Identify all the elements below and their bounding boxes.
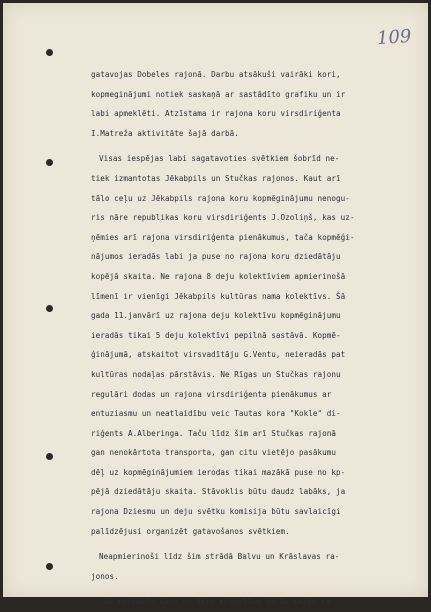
text-line: gada 11.janvārī uz rajona deju kolektīvu kopmēginājumu	[91, 311, 341, 321]
text-line: dēļ uz kopmēginājumiem ierodas tikai mazākā puse no kp-	[91, 467, 346, 477]
text-line: jonos.	[91, 571, 119, 581]
document-page	[3, 3, 428, 607]
punch-hole-icon	[46, 563, 53, 570]
text-line: I.Matreža aktivitāte šajā darbā.	[91, 128, 239, 138]
text-line: tālo ceļu uz Jēkabpils rajona koru kopmēginājumu nenogu-	[91, 193, 350, 203]
text-line: entuziasmu un neatlaidību veic Tautas kora "Kokle" di-	[91, 409, 341, 419]
text-line: gan nenokārtota transporta, gan citu vietējo pasākumu	[91, 448, 336, 458]
text-line: nājumos ieradās labi ja puse no rajona koru dziedātāju	[91, 252, 341, 262]
punch-hole-icon	[46, 49, 53, 56]
text-line: riģents A.Alberinga. Taču līdz šim arī Stučkas rajonā	[91, 428, 336, 438]
text-line: ieradās tikai 5 deju kolektīvi pepilnā sastāvā. Kopmē-	[91, 330, 341, 340]
punch-hole-icon	[46, 305, 53, 312]
text-line: regulāri dodas un rajona virsdiriģenta pienākumus ar	[91, 389, 332, 399]
text-line: pējā dziedātāju skaita. Stāvoklis būtu daudz labāks, ja	[91, 487, 346, 497]
text-line: kultūras nodaļas pārstāvis. Ne Rīgas un Stučkas rajonu	[91, 369, 341, 379]
text-line: ris nāre republikas koru virsdiriģents J.Ozoliņš, kas uz-	[91, 213, 355, 223]
text-line: ģinājumā, atskaitot virsvadītāju G.Ventu, neieradās pat	[91, 350, 346, 360]
text-line: līmenī ir vienīgi Jēkabpils kultūras nama kolektīvs. Šā	[91, 291, 346, 301]
text-line: Visas iespējas labi sagatavoties svētkiem šobrīd ne-	[99, 154, 340, 164]
text-line: labi apmeklēti. Atzīstama ir rajona koru virsdiriģenta	[91, 109, 341, 119]
text-line: tiek izmantotas Jēkabpils un Stučkas rajonos. Kaut arī	[91, 173, 341, 183]
text-line: kopējā skaita. Ne rajona 8 deju kolektīviem apmierinošā	[91, 271, 346, 281]
text-line: ņēmies arī rajona virsdiriģenta pienākumus, tača kopmēģi-	[91, 232, 355, 242]
punch-hole-icon	[46, 453, 53, 460]
punch-hole-icon	[46, 159, 53, 166]
text-line: Neapmierinoši līdz šim strādā Balvu un Krāslavas ra-	[99, 552, 340, 562]
text-line: gatavojas Dobeles rajonā. Darbu atsākuši vairāki kori,	[91, 70, 341, 79]
text-line: rajona Dziesmu un deju svētku komisija būtu savlaicīgi	[91, 507, 341, 517]
text-line: kopmeginājumi notiek saskaņā ar sastādīto grafiku un ir	[91, 89, 346, 99]
text-line: palīdzējusi organizēt gatavošanos svētkiem.	[91, 526, 290, 536]
page-number: 109	[376, 25, 413, 50]
document-body	[91, 65, 391, 612]
text-line: Lai rosinātu koru un deju kolektīvu darbu šajos ra-	[99, 597, 335, 607]
